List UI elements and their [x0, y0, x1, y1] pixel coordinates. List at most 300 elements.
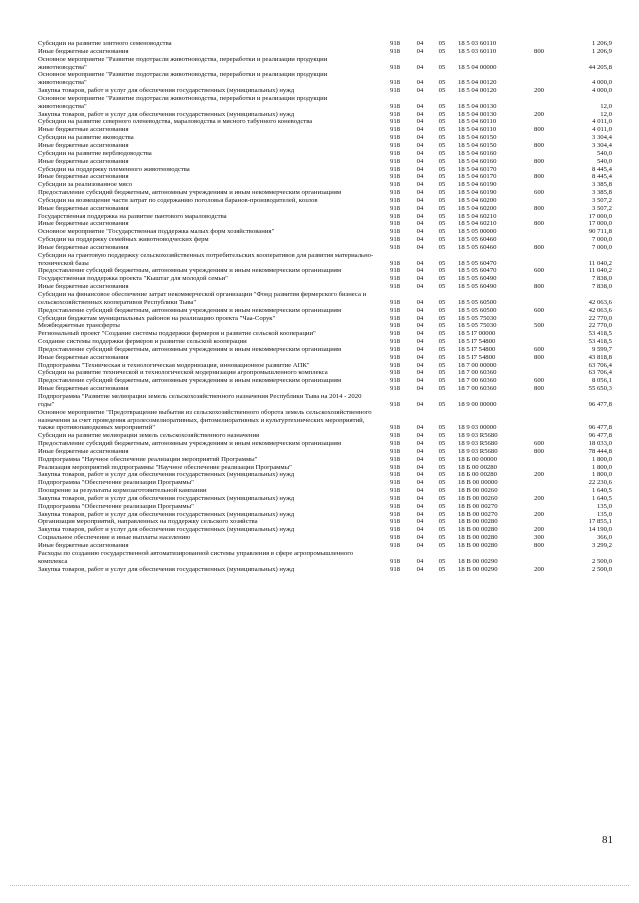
- row-admin-code-cell: 918: [389, 502, 401, 510]
- row-admin-code-cell: 918: [389, 361, 401, 369]
- row-target-article-cell: 18 5 05 60490: [458, 283, 497, 291]
- table-row: [38, 495, 618, 503]
- row-subsection-cell: 05: [438, 298, 446, 306]
- row-admin-code-cell: 918: [389, 306, 401, 314]
- table-row: [38, 464, 618, 472]
- table-row: [38, 244, 618, 252]
- row-target-article-cell: 18 5 04 00120: [458, 79, 497, 87]
- row-subsection-cell: 05: [438, 267, 446, 275]
- row-target-article-cell: 18 5 04 60190: [458, 189, 497, 197]
- row-section-cell: 04: [416, 526, 424, 534]
- row-section-cell: 04: [416, 134, 424, 142]
- row-amount-cell: 7 838,0: [591, 275, 612, 283]
- row-section-cell: 04: [416, 283, 424, 291]
- row-section-cell: 04: [416, 322, 424, 330]
- row-target-article-cell: 18 5 04 60200: [458, 204, 497, 212]
- table-row: [38, 213, 618, 221]
- row-section-cell: 04: [416, 275, 424, 283]
- row-name-cell: Предоставление субсидий бюджетным, автономным учреждениям и иным некоммерческим организациям: [38, 306, 342, 314]
- row-section-cell: 04: [416, 463, 424, 471]
- row-name-cell: Предоставление субсидий бюджетным, автономным учреждениям и иным некоммерческим организациям: [38, 267, 342, 275]
- row-admin-code-cell: 918: [389, 518, 401, 526]
- row-section-cell: 04: [416, 126, 424, 134]
- row-amount-cell: 135,0: [596, 510, 612, 518]
- row-target-article-cell: 18 9 03 R5680: [458, 447, 498, 455]
- row-subsection-cell: 05: [438, 87, 446, 95]
- row-target-article-cell: 18 В 00 00000: [458, 479, 498, 487]
- row-amount-cell: 17 855,1: [588, 518, 612, 526]
- row-target-article-cell: 18 9 03 R5680: [458, 440, 498, 448]
- table-row: [38, 487, 618, 495]
- row-target-article-cell: 18 5 05 60500: [458, 298, 497, 306]
- row-amount-cell: 7 000,0: [591, 236, 612, 244]
- table-row: [38, 236, 618, 244]
- row-admin-code-cell: 918: [389, 267, 401, 275]
- row-subsection-cell: 05: [438, 314, 446, 322]
- row-name-cell: Закупка товаров, работ и услуг для обеспечения государственных (муниципальных) нужд: [38, 87, 295, 95]
- row-name-cell: Подпрограмма "Техническая и технологическая модернизация, инновационное развитие АПК": [38, 361, 310, 369]
- row-target-article-cell: 18 5 05 60490: [458, 275, 497, 283]
- row-name-cell: Основное мероприятие "Развитие подотрасли животноводства, переработки и реализации продукции животноводства": [38, 94, 328, 110]
- row-amount-cell: 44 205,8: [588, 63, 612, 71]
- table-row: [38, 283, 618, 291]
- row-name-cell: Подпрограмма "Обеспечение реализации Программы": [38, 502, 194, 510]
- row-section-cell: 04: [416, 220, 424, 228]
- row-target-article-cell: 18 5 04 60160: [458, 157, 497, 165]
- row-target-article-cell: 18 5 04 60200: [458, 196, 497, 204]
- row-name-cell: Иные бюджетные ассигнования: [38, 47, 129, 55]
- row-target-article-cell: 18 В 00 00280: [458, 518, 498, 526]
- row-amount-cell: 366,0: [596, 534, 612, 542]
- page-number: 81: [602, 834, 613, 846]
- row-admin-code-cell: 918: [389, 314, 401, 322]
- row-target-article-cell: 18 9 03 00000: [458, 424, 497, 432]
- row-target-article-cell: 18 5 I7 54800: [458, 353, 496, 361]
- table-row: [38, 291, 618, 307]
- row-subsection-cell: 05: [438, 542, 446, 549]
- table-row: [38, 432, 618, 440]
- row-amount-cell: 3 507,2: [591, 196, 612, 204]
- row-name-cell: Закупка товаров, работ и услуг для обеспечения государственных (муниципальных) нужд: [38, 565, 295, 573]
- table-row: [38, 526, 618, 534]
- row-name-cell: Субсидии на поддержку племенного животноводства: [38, 165, 190, 173]
- row-name-cell: Иные бюджетные ассигнования: [38, 283, 129, 291]
- row-section-cell: 04: [416, 228, 424, 236]
- row-subsection-cell: 05: [438, 40, 446, 47]
- row-target-article-cell: 18 5 04 60170: [458, 173, 497, 181]
- row-subsection-cell: 05: [438, 455, 446, 463]
- row-amount-cell: 1 800,0: [591, 471, 612, 479]
- row-amount-cell: 2 500,0: [591, 557, 612, 565]
- row-amount-cell: 1 640,5: [591, 487, 612, 495]
- row-admin-code-cell: 918: [389, 330, 401, 338]
- row-name-cell: Иные бюджетные ассигнования: [38, 204, 129, 212]
- row-amount-cell: 18 033,0: [588, 440, 612, 448]
- row-target-article-cell: 18 7 00 60360: [458, 377, 497, 385]
- row-subsection-cell: 05: [438, 102, 446, 110]
- row-section-cell: 04: [416, 502, 424, 510]
- row-subsection-cell: 05: [438, 502, 446, 510]
- row-expense-type-cell: 800: [533, 157, 545, 165]
- row-target-article-cell: 18 9 03 R5680: [458, 432, 498, 440]
- table-row: [38, 369, 618, 377]
- row-section-cell: 04: [416, 196, 424, 204]
- table-row: [38, 87, 618, 95]
- row-amount-cell: 12,0: [600, 110, 612, 118]
- row-name-cell: Предоставление субсидий бюджетным, автономным учреждениям и иным некоммерческим организациям: [38, 440, 342, 448]
- row-section-cell: 04: [416, 165, 424, 173]
- row-subsection-cell: 05: [438, 212, 446, 220]
- row-subsection-cell: 05: [438, 369, 446, 377]
- row-section-cell: 04: [416, 298, 424, 306]
- row-name-cell: Подпрограмма "Развитие мелиорации земель сельскохозяйственного назначения Республики Тыва на 2014 - 2020 годы": [38, 392, 362, 408]
- row-name-cell: Иные бюджетные ассигнования: [38, 220, 129, 228]
- row-amount-cell: 9 599,7: [591, 345, 612, 353]
- row-section-cell: 04: [416, 361, 424, 369]
- row-section-cell: 04: [416, 330, 424, 338]
- row-target-article-cell: 18 5 04 60170: [458, 165, 497, 173]
- row-section-cell: 04: [416, 314, 424, 322]
- row-admin-code-cell: 918: [389, 63, 401, 71]
- table-row: [38, 40, 618, 48]
- row-amount-cell: 4 011,0: [592, 126, 612, 134]
- row-amount-cell: 22 230,6: [588, 479, 612, 487]
- row-admin-code-cell: 918: [389, 510, 401, 518]
- row-section-cell: 04: [416, 141, 424, 149]
- row-subsection-cell: 05: [438, 228, 446, 236]
- row-amount-cell: 3 304,4: [591, 141, 612, 149]
- row-subsection-cell: 05: [438, 463, 446, 471]
- row-amount-cell: 3 385,8: [591, 189, 612, 197]
- row-admin-code-cell: 918: [389, 196, 401, 204]
- row-name-cell: Иные бюджетные ассигнования: [38, 447, 129, 455]
- row-amount-cell: 12,0: [600, 102, 612, 110]
- row-section-cell: 04: [416, 534, 424, 542]
- row-name-cell: Закупка товаров, работ и услуг для обеспечения государственных (муниципальных) нужд: [38, 110, 295, 118]
- table-row: [38, 346, 618, 354]
- table-row: [38, 471, 618, 479]
- row-amount-cell: 53 418,5: [588, 330, 612, 338]
- row-section-cell: 04: [416, 47, 424, 55]
- row-section-cell: 04: [416, 447, 424, 455]
- table-row: [38, 440, 618, 448]
- row-amount-cell: 4 000,0: [591, 79, 612, 87]
- row-target-article-cell: 18 5 I7 00000: [458, 330, 496, 338]
- row-section-cell: 04: [416, 487, 424, 495]
- table-row: [38, 315, 618, 323]
- row-target-article-cell: 18 5 04 00130: [458, 110, 497, 118]
- row-admin-code-cell: 918: [389, 565, 401, 573]
- table-row: [38, 456, 618, 464]
- table-row: [38, 181, 618, 189]
- row-name-cell: Поощрение за результаты кормозаготовительной кампании: [38, 487, 207, 495]
- row-section-cell: 04: [416, 338, 424, 346]
- row-name-cell: Предоставление субсидий бюджетным, автономным учреждениям и иным некоммерческим организациям: [38, 345, 342, 353]
- row-name-cell: Субсидии на поддержку семейных животноводческих ферм: [38, 236, 209, 244]
- row-amount-cell: 4 011,0: [592, 118, 612, 126]
- row-admin-code-cell: 918: [389, 40, 401, 47]
- row-target-article-cell: 18 5 04 60210: [458, 220, 497, 228]
- table-row: [38, 448, 618, 456]
- row-expense-type-cell: 800: [533, 385, 545, 393]
- row-expense-type-cell: 200: [533, 565, 545, 573]
- row-subsection-cell: 05: [438, 510, 446, 518]
- row-target-article-cell: 18 5 04 60160: [458, 149, 497, 157]
- row-admin-code-cell: 918: [389, 377, 401, 385]
- row-expense-type-cell: 800: [533, 243, 545, 251]
- row-subsection-cell: 05: [438, 204, 446, 212]
- row-expense-type-cell: 800: [533, 126, 545, 134]
- row-name-cell: Субсидии на развитие технической и технологической модернизации агропромышленного комплекса: [38, 369, 328, 377]
- row-name-cell: Подпрограмма "Обеспечение реализации Программы": [38, 479, 194, 487]
- table-row: [38, 385, 618, 393]
- row-subsection-cell: 05: [438, 79, 446, 87]
- row-subsection-cell: 05: [438, 306, 446, 314]
- row-name-cell: Предоставление субсидий бюджетным, автономным учреждениям и иным некоммерческим организациям: [38, 377, 342, 385]
- row-name-cell: Иные бюджетные ассигнования: [38, 157, 129, 165]
- table-row: [38, 252, 618, 268]
- row-amount-cell: 55 650,3: [588, 385, 612, 393]
- row-amount-cell: 96 477,8: [588, 424, 612, 432]
- row-section-cell: 04: [416, 385, 424, 393]
- row-target-article-cell: 18 5 I7 54800: [458, 338, 496, 346]
- row-amount-cell: 3 507,2: [591, 204, 612, 212]
- table-row: [38, 118, 618, 126]
- row-section-cell: 04: [416, 440, 424, 448]
- table-row: [38, 338, 618, 346]
- row-name-cell: Государственная поддержка проекта "Кыштаг для молодой семьи": [38, 275, 228, 283]
- row-admin-code-cell: 918: [389, 181, 401, 189]
- row-subsection-cell: 05: [438, 275, 446, 283]
- row-subsection-cell: 05: [438, 236, 446, 244]
- row-name-cell: Иные бюджетные ассигнования: [38, 243, 129, 251]
- row-subsection-cell: 05: [438, 400, 446, 408]
- row-name-cell: Субсидии за реализованное мясо: [38, 181, 133, 189]
- row-amount-cell: 90 711,8: [588, 228, 612, 236]
- row-admin-code-cell: 918: [389, 283, 401, 291]
- row-section-cell: 04: [416, 369, 424, 377]
- table-row: [38, 197, 618, 205]
- row-name-cell: Предоставление субсидий бюджетным, автономным учреждениям и иным некоммерческим организациям: [38, 189, 342, 197]
- row-target-article-cell: 18 5 05 75030: [458, 322, 497, 330]
- table-row: [38, 48, 618, 56]
- table-row: [38, 126, 618, 134]
- row-admin-code-cell: 918: [389, 243, 401, 251]
- row-amount-cell: 8 445,4: [591, 173, 612, 181]
- row-section-cell: 04: [416, 79, 424, 87]
- row-admin-code-cell: 918: [389, 212, 401, 220]
- row-target-article-cell: 18 5 04 60110: [458, 126, 497, 134]
- row-name-cell: Организация мероприятий, направленных на поддержку сельского хозяйства: [38, 518, 258, 526]
- row-admin-code-cell: 918: [389, 228, 401, 236]
- row-target-article-cell: 18 Б 00 00280: [458, 471, 497, 479]
- row-name-cell: Иные бюджетные ассигнования: [38, 385, 129, 393]
- row-amount-cell: 1 800,0: [591, 455, 612, 463]
- row-subsection-cell: 05: [438, 157, 446, 165]
- table-row: [38, 550, 618, 566]
- row-target-article-cell: 18 В 00 00260: [458, 494, 498, 502]
- row-target-article-cell: 18 5 04 00120: [458, 87, 497, 95]
- table-row: [38, 534, 618, 542]
- row-section-cell: 04: [416, 557, 424, 565]
- row-amount-cell: 96 477,8: [588, 400, 612, 408]
- row-target-article-cell: 18 5 05 00000: [458, 228, 497, 236]
- row-expense-type-cell: 600: [533, 440, 545, 448]
- row-target-article-cell: 18 В 00 00280: [458, 534, 498, 542]
- table-row: [38, 479, 618, 487]
- table-row: [38, 142, 618, 150]
- row-subsection-cell: 05: [438, 526, 446, 534]
- table-row: [38, 158, 618, 166]
- row-amount-cell: 7 000,0: [591, 243, 612, 251]
- row-section-cell: 04: [416, 345, 424, 353]
- table-row: [38, 377, 618, 385]
- row-admin-code-cell: 918: [389, 118, 401, 126]
- row-target-article-cell: 18 5 05 60470: [458, 259, 497, 267]
- row-name-cell: Расходы по созданию государственной автоматизированной системы управления в сфере агропромышленного комплекса: [38, 549, 354, 565]
- row-admin-code-cell: 918: [389, 400, 401, 408]
- row-target-article-cell: 18 9 00 00000: [458, 400, 497, 408]
- row-expense-type-cell: 800: [533, 353, 545, 361]
- row-target-article-cell: 18 7 00 00000: [458, 361, 497, 369]
- row-admin-code-cell: 918: [389, 479, 401, 487]
- row-subsection-cell: 05: [438, 259, 446, 267]
- row-target-article-cell: 18 В 00 00280: [458, 542, 498, 549]
- row-subsection-cell: 05: [438, 322, 446, 330]
- row-subsection-cell: 05: [438, 126, 446, 134]
- row-admin-code-cell: 918: [389, 236, 401, 244]
- row-name-cell: Межбюджетные трансферты: [38, 322, 120, 330]
- row-name-cell: Субсидии на развитие мелиорации земель сельскохозяйственного назначения: [38, 432, 260, 440]
- row-subsection-cell: 05: [438, 353, 446, 361]
- row-name-cell: Субсидии на возмещение части затрат по содержанию поголовья баранов-производителей, козлов: [38, 196, 318, 204]
- row-subsection-cell: 05: [438, 361, 446, 369]
- row-target-article-cell: 18 5 05 60470: [458, 267, 497, 275]
- row-section-cell: 04: [416, 87, 424, 95]
- row-amount-cell: 1 206,9: [591, 47, 612, 55]
- row-admin-code-cell: 918: [389, 494, 401, 502]
- row-amount-cell: 22 770,0: [588, 322, 612, 330]
- row-expense-type-cell: 600: [533, 377, 545, 385]
- row-target-article-cell: 18 Б 00 00280: [458, 463, 497, 471]
- row-amount-cell: 14 190,0: [588, 526, 612, 534]
- row-name-cell: Закупка товаров, работ и услуг для обеспечения государственных (муниципальных) нужд: [38, 510, 295, 518]
- row-subsection-cell: 05: [438, 189, 446, 197]
- row-admin-code-cell: 918: [389, 149, 401, 157]
- row-subsection-cell: 05: [438, 557, 446, 565]
- row-amount-cell: 1 206,9: [591, 40, 612, 47]
- row-expense-type-cell: 200: [533, 526, 545, 534]
- table-row: [38, 173, 618, 181]
- row-section-cell: 04: [416, 455, 424, 463]
- table-row: [38, 362, 618, 370]
- row-admin-code-cell: 918: [389, 259, 401, 267]
- row-target-article-cell: 18 5 05 60500: [458, 306, 497, 314]
- row-target-article-cell: 18 5 04 60190: [458, 181, 497, 189]
- row-subsection-cell: 05: [438, 63, 446, 71]
- row-target-article-cell: 18 5 05 75030: [458, 314, 497, 322]
- row-amount-cell: 17 000,0: [588, 212, 612, 220]
- row-expense-type-cell: 800: [533, 542, 545, 549]
- row-name-cell: Иные бюджетные ассигнования: [38, 126, 129, 134]
- row-admin-code-cell: 918: [389, 275, 401, 283]
- row-amount-cell: 8 445,4: [591, 165, 612, 173]
- row-amount-cell: 42 063,6: [588, 306, 612, 314]
- row-section-cell: 04: [416, 432, 424, 440]
- row-admin-code-cell: 918: [389, 322, 401, 330]
- row-admin-code-cell: 918: [389, 189, 401, 197]
- row-target-article-cell: 18 В 00 00290: [458, 557, 498, 565]
- row-name-cell: Субсидии на финансовое обеспечение затрат некоммерческой организации "Фонд развития фермерского бизнеса и сельскохозяйственных кооперативов Республики Тыва": [38, 291, 367, 306]
- row-subsection-cell: 05: [438, 494, 446, 502]
- row-section-cell: 04: [416, 204, 424, 212]
- row-subsection-cell: 05: [438, 471, 446, 479]
- row-name-cell: Субсидии на развитие яководства: [38, 134, 134, 142]
- row-name-cell: Основное мероприятие "Предотвращение выбытия из сельскохозяйственного оборота земель сельскохозяйственного назначения за счет проведения агролесомелиоративных, фитомелиоративных и культуртехнических мероприятий, также противопаводковых мероприятий": [38, 408, 372, 432]
- row-name-cell: Основное мероприятие "Развитие подотрасли животноводства, переработки и реализации продукции животноводства": [38, 71, 328, 87]
- row-admin-code-cell: 918: [389, 298, 401, 306]
- row-section-cell: 04: [416, 212, 424, 220]
- row-name-cell: Субсидии на развитие элитного семеноводства: [38, 40, 172, 47]
- row-amount-cell: 3 385,8: [591, 181, 612, 189]
- row-name-cell: Закупка товаров, работ и услуг для обеспечения государственных (муниципальных) нужд: [38, 471, 295, 479]
- row-subsection-cell: 05: [438, 518, 446, 526]
- row-amount-cell: 135,0: [596, 502, 612, 510]
- row-name-cell: Закупка товаров, работ и услуг для обеспечения государственных (муниципальных) нужд: [38, 526, 295, 534]
- row-admin-code-cell: 918: [389, 134, 401, 142]
- row-amount-cell: 1 800,0: [591, 463, 612, 471]
- row-name-cell: Закупка товаров, работ и услуг для обеспечения государственных (муниципальных) нужд: [38, 494, 295, 502]
- row-target-article-cell: 18 В 00 00280: [458, 526, 498, 534]
- row-target-article-cell: 18 В 00 00270: [458, 502, 498, 510]
- row-target-article-cell: 18 5 04 60150: [458, 141, 497, 149]
- row-target-article-cell: 18 5 04 00000: [458, 63, 497, 71]
- row-admin-code-cell: 918: [389, 345, 401, 353]
- row-admin-code-cell: 918: [389, 534, 401, 542]
- row-subsection-cell: 05: [438, 330, 446, 338]
- row-amount-cell: 96 477,8: [588, 432, 612, 440]
- table-row: [38, 307, 618, 315]
- row-name-cell: Подпрограмма "Научное обеспечение реализации мероприятий Программы": [38, 455, 258, 463]
- row-amount-cell: 540,0: [596, 149, 612, 157]
- row-target-article-cell: 18 5 04 60210: [458, 212, 497, 220]
- row-section-cell: 04: [416, 181, 424, 189]
- row-name-cell: Социальное обеспечение и иные выплаты населению: [38, 534, 191, 542]
- row-name-cell: Создание системы поддержки фермеров и развитие сельской кооперации: [38, 338, 247, 346]
- row-amount-cell: 22 770,0: [588, 314, 612, 322]
- table-row: [38, 134, 618, 142]
- row-amount-cell: 43 818,8: [588, 353, 612, 361]
- table-row: [38, 330, 618, 338]
- row-subsection-cell: 05: [438, 385, 446, 393]
- row-admin-code-cell: 918: [389, 126, 401, 134]
- row-name-cell: Иные бюджетные ассигнования: [38, 353, 129, 361]
- row-amount-cell: 63 706,4: [588, 361, 612, 369]
- row-section-cell: 04: [416, 40, 424, 47]
- row-target-article-cell: 18 В 00 00270: [458, 510, 498, 518]
- row-expense-type-cell: 200: [533, 510, 545, 518]
- table-row: [38, 409, 618, 433]
- row-section-cell: 04: [416, 157, 424, 165]
- budget-table: [38, 40, 618, 573]
- row-admin-code-cell: 918: [389, 440, 401, 448]
- row-amount-cell: 3 304,4: [591, 134, 612, 142]
- row-admin-code-cell: 918: [389, 220, 401, 228]
- row-target-article-cell: 18 7 00 60360: [458, 369, 497, 377]
- row-expense-type-cell: 800: [533, 173, 545, 181]
- row-expense-type-cell: 800: [533, 204, 545, 212]
- row-subsection-cell: 05: [438, 165, 446, 173]
